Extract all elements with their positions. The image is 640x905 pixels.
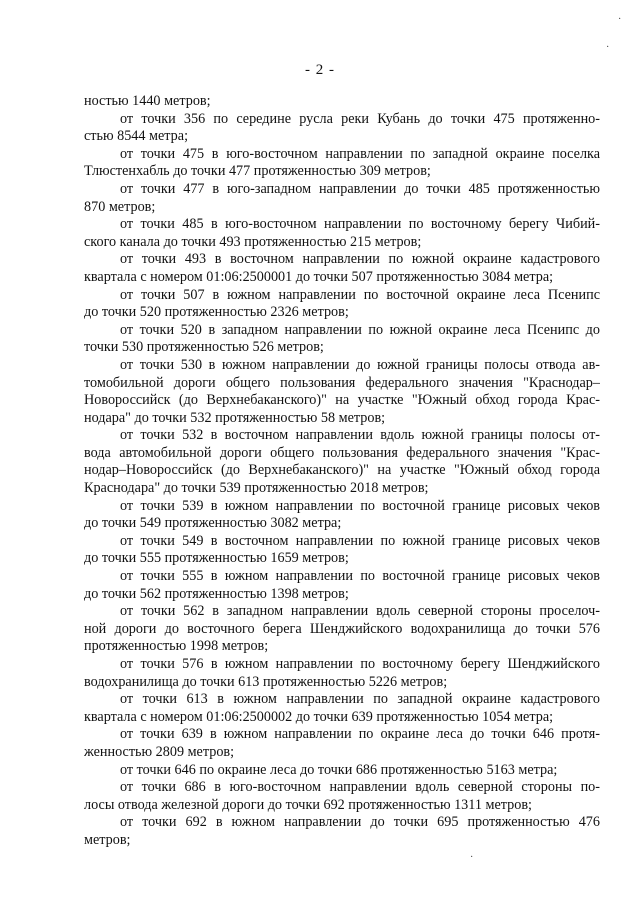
text-line: точки 530 протяженностью 526 метров;: [84, 339, 324, 356]
text-line: от точки 613 в южном направлении по западной окраине кадастрового: [120, 691, 600, 708]
text-line: от точки 562 в западном направлении вдоль северной стороны проселоч-: [120, 603, 600, 620]
text-line: ной дороги до восточного берега Шенджийского водохранилища до точки 576: [84, 620, 600, 637]
text-line: стью 8544 метра;: [84, 128, 189, 145]
text-line: вода автомобильной дороги общего пользования федерального значения "Крас-: [84, 444, 600, 461]
text-line: водохранилища до точки 613 протяженностью 5226 метров;: [84, 673, 448, 690]
text-line: квартала с номером 01:06:2500001 до точки 507 протяженностью 3084 метра;: [84, 268, 554, 285]
text-line: до точки 549 протяженностью 3082 метра;: [84, 515, 342, 532]
text-line: нодар–Новороссийск (до Верхнебаканского)" на участке "Южный обход города: [84, 462, 600, 479]
text-line: от точки 539 в южном направлении по восточной границе рисовых чеков: [120, 497, 600, 514]
text-line: лосы отвода железной дороги до точки 692 протяженностью 1311 метров;: [84, 796, 532, 813]
text-line: протяженностью 1998 метров;: [84, 638, 269, 655]
text-line: до точки 562 протяженностью 1398 метров;: [84, 585, 349, 602]
text-line: от точки 532 в восточном направлении вдоль южной границы полосы от-: [120, 427, 600, 444]
text-line: от точки 639 в южном направлении по окраине леса до точки 646 протя-: [120, 726, 600, 743]
text-line: от точки 692 в южном направлении до точки 695 протяженностью 476: [120, 814, 600, 831]
document-body: [84, 93, 600, 850]
text-line: от точки 555 в южном направлении по восточной границе рисовых чеков: [120, 568, 600, 585]
text-line: от точки 530 в южном направлении до южной границы полосы отвода ав-: [120, 356, 600, 373]
text-line: метров;: [84, 831, 131, 848]
text-line: 870 метров;: [84, 198, 156, 215]
text-line: Краснодара" до точки 539 протяженностью 2018 метров;: [84, 480, 429, 497]
text-line: от точки 475 в юго-восточном направлении по западной окраине поселка: [120, 145, 600, 162]
text-line: от точки 646 по окраине леса до точки 686 протяженностью 5163 метра;: [120, 761, 558, 778]
scan-speck: ·: [470, 852, 474, 863]
text-line: от точки 686 в юго-восточном направлении вдоль северной стороны по-: [120, 779, 600, 796]
text-line: Новороссийск (до Верхнебаканского)" на участке "Южный обход города Крас-: [84, 392, 600, 409]
page-number: - 2 -: [305, 62, 335, 78]
text-line: от точки 485 в юго-восточном направлении по восточному берегу Чибий-: [120, 216, 600, 233]
scan-speck: ·: [618, 14, 622, 25]
text-line: от точки 576 в южном направлении по восточному берегу Шенджийского: [120, 656, 600, 672]
text-line: квартала с номером 01:06:2500002 до точки 639 протяженностью 1054 метра;: [84, 708, 554, 725]
text-line: нодара" до точки 532 протяженностью 58 метров;: [84, 409, 386, 426]
text-line: от точки 507 в южном направлении по восточной окраине леса Псенипс: [120, 286, 600, 303]
text-line: томобильной дороги общего пользования федерального значения "Краснодар–: [84, 374, 600, 391]
text-line: от точки 520 в западном направлении по южной окраине леса Псенипс до: [120, 321, 600, 338]
text-line: ского канала до точки 493 протяженностью 215 метров;: [84, 233, 422, 250]
text-line: от точки 477 в юго-западном направлении до точки 485 протяженностью: [120, 180, 600, 197]
text-line: от точки 356 по середине русла реки Кубань до точки 475 протяженно-: [120, 110, 600, 127]
text-line: до точки 555 протяженностью 1659 метров;: [84, 550, 349, 567]
text-line: от точки 493 в восточном направлении по южной окраине кадастрового: [120, 251, 600, 268]
text-line: до точки 520 протяженностью 2326 метров;: [84, 304, 349, 321]
text-line: от точки 549 в восточном направлении по южной границе рисовых чеков: [120, 532, 600, 549]
text-line: женностью 2809 метров;: [84, 743, 235, 760]
scan-speck: ·: [606, 42, 610, 53]
text-line: ностью 1440 метров;: [84, 93, 211, 109]
text-line: Тлюстенхабль до точки 477 протяженностью 309 метров;: [84, 163, 431, 180]
